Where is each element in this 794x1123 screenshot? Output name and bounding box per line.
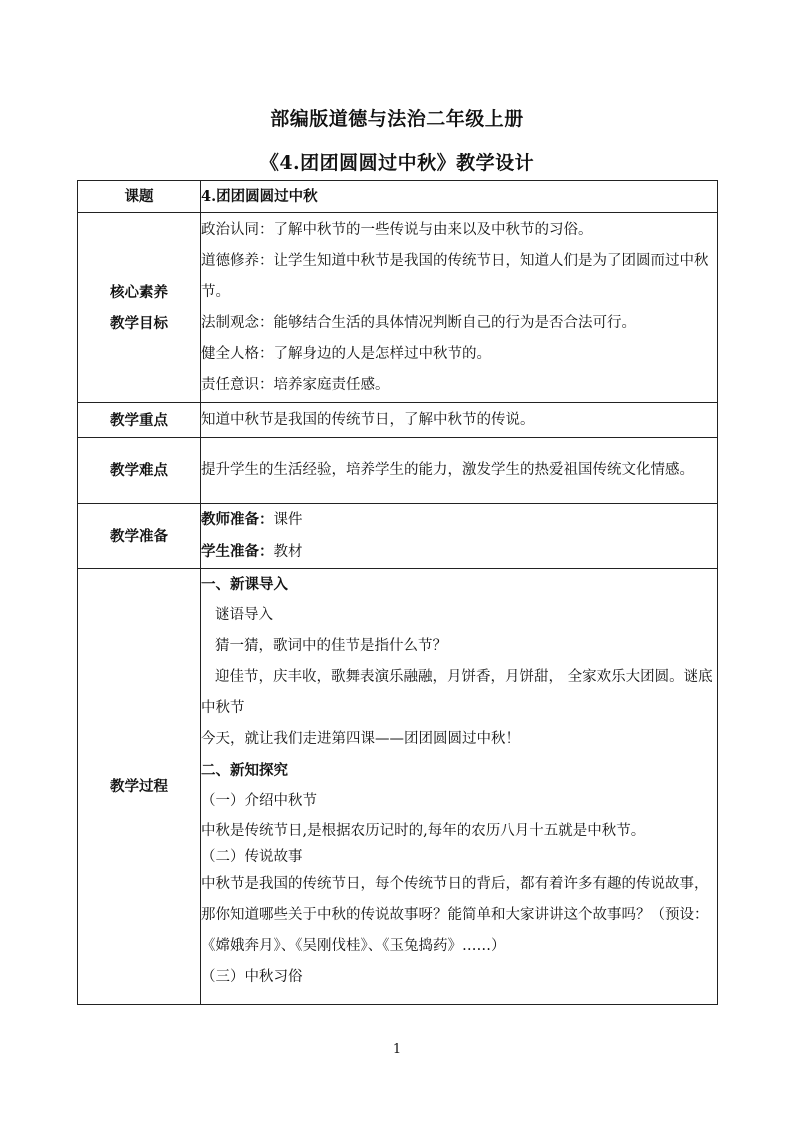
document-subtitle: 《4.团团圆圆过中秋》教学设计 (259, 152, 535, 174)
teacher-preparation-value: 课件 (273, 512, 303, 528)
subsection-heading: （二）传说故事 (201, 849, 303, 865)
subsection-text: 中秋是传统节日,是根据农历记时的,每年的农历八月十五就是中秋节。 (201, 823, 646, 839)
riddle-text: 迎佳节，庆丰收，歌舞表演乐融融，月饼香，月饼甜， 全家欢乐大团圆。谜底中秋节 (201, 669, 713, 716)
student-preparation-value: 教材 (273, 544, 303, 560)
value-key-points (201, 403, 718, 438)
subsection-text: 中秋节是我国的传统节日，每个传统节日的背后，都有着许多有趣的传说故事，那你知道哪些关于中秋的传说故事呀？能简单和大家讲讲这个故事吗？（预设：《嫦娥奔月》、《吴刚伐桂》、《玉兔捣药》……） (201, 876, 709, 954)
label-preparation: 教学准备 (78, 504, 201, 569)
student-preparation (201, 536, 717, 568)
topic-text: 4.团团圆圆过中秋 (201, 188, 318, 205)
section-heading: 二、新知探究 (201, 762, 288, 779)
row-topic (78, 181, 718, 213)
label-goals (78, 213, 201, 403)
difficulties-text: 提升学生的生活经验，培养学生的能力，激发学生的热爱祖国传统文化情感。 (201, 462, 694, 478)
row-difficulties (78, 438, 718, 504)
row-goals (78, 213, 718, 403)
label-key-points: 教学重点 (78, 403, 201, 438)
row-key-points (78, 403, 718, 438)
teacher-preparation-label: 教师准备： (201, 511, 274, 528)
goal-item: 责任意识：培养家庭责任感。 (201, 376, 390, 393)
value-topic (201, 181, 718, 213)
teacher-preparation (201, 504, 717, 536)
label-goals-line1: 核心素养 (110, 283, 168, 301)
goal-item: 道德修养：让学生知道中秋节是我国的传统节日，知道人们是为了团圆而过中秋节。 (201, 252, 709, 300)
key-points-text: 知道中秋节是我国的传统节日，了解中秋节的传说。 (201, 411, 535, 428)
goal-item: 政治认同：了解中秋节的一些传说与由来以及中秋节的习俗。 (201, 221, 593, 238)
document-title: 部编版道德与法治二年级上册 (270, 108, 524, 130)
goal-item: 法制观念：能够结合生活的具体情况判断自己的行为是否合法可行。 (201, 314, 636, 331)
row-process (78, 569, 718, 1005)
student-preparation-label: 学生准备： (201, 543, 274, 560)
riddle-intro: 谜语导入 (215, 607, 273, 623)
page-number: 1 (392, 1042, 402, 1057)
section-heading: 一、新课导入 (201, 576, 288, 593)
label-goals-line2: 教学目标 (110, 314, 168, 332)
goal-item: 健全人格：了解身边的人是怎样过中秋节的。 (201, 345, 491, 362)
subsection-heading: （三）中秋习俗 (201, 969, 303, 985)
today-text: 今天，就让我们走进第四课——团团圆圆过中秋！ (201, 731, 520, 747)
label-process: 教学过程 (78, 569, 201, 1005)
value-difficulties (201, 438, 718, 504)
row-preparation (78, 504, 718, 569)
value-preparation (201, 504, 718, 569)
subsection-heading: （一）介绍中秋节 (201, 793, 317, 809)
lesson-plan-table (77, 180, 718, 1005)
label-topic: 课题 (78, 181, 201, 213)
label-difficulties: 教学难点 (78, 438, 201, 504)
value-goals (201, 213, 718, 403)
riddle-question: 猜一猜，歌词中的佳节是指什么节？ (215, 638, 447, 654)
value-process (201, 569, 718, 1005)
